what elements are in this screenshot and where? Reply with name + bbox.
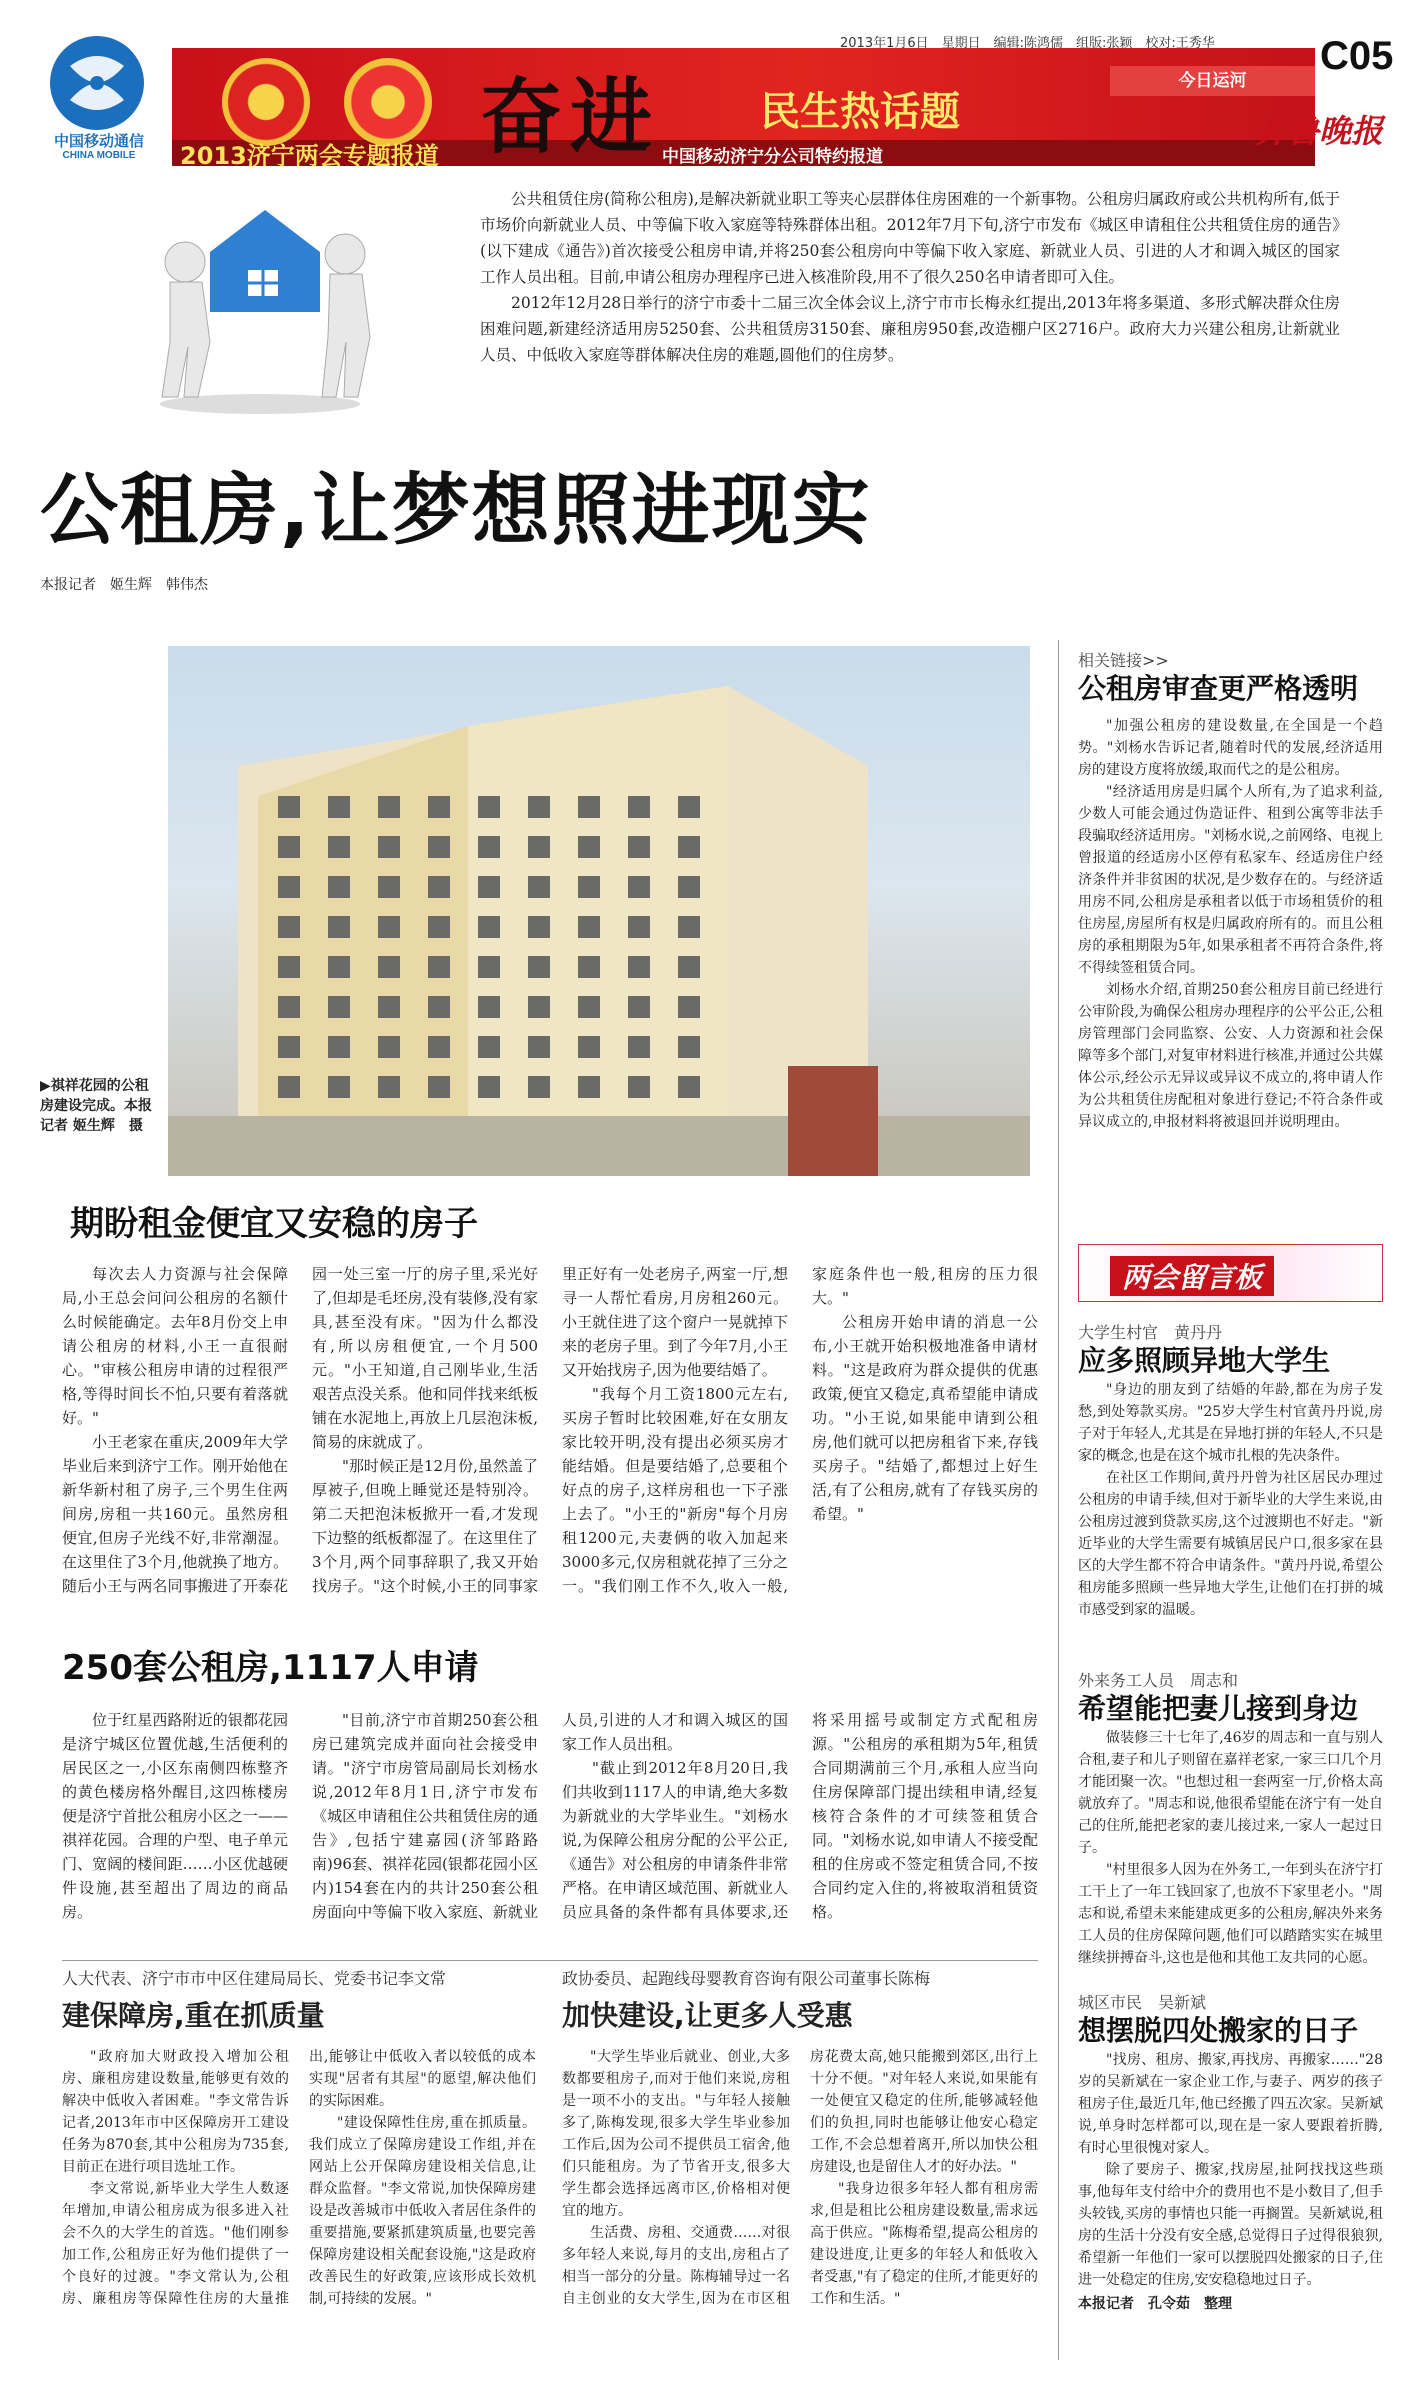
page-headline: 公租房,让梦想照进现实 [40, 466, 872, 556]
building-window [528, 836, 550, 858]
building-window [578, 796, 600, 818]
building-window [628, 1076, 650, 1098]
building-window [328, 876, 350, 898]
building-window [378, 836, 400, 858]
message-kicker: 城区市民 吴新斌 [1078, 1993, 1207, 2012]
paragraph: 小王老家在重庆,2009年大学毕业后来到济宁工作。刚开始他在新华新村租了房子,三个男生住两间房,房租一共160元。虽然房租便宜,但房子光线不好,非常潮湿。在这里住了3个月,他就换了地方。随后小王与两名同事搬进了开泰花园一处三室一厅的房子里,采光好了,但却是毛坯房,没有装修,没有家具,甚至没有床。"因为什么都没有,所以房租便宜,一个月500元。"小王知道,自己刚毕业,生活艰苦点没关系。他和同伴找来纸板铺在水泥地上,再放上几层泡沫板,简易的床就成了。 [62, 1265, 538, 1595]
building-window [428, 996, 450, 1018]
building-window [278, 876, 300, 898]
message-title: 希望能把妻儿接到身边 [1078, 1692, 1359, 1725]
message-1 [1078, 1320, 1383, 1621]
section4-body [562, 2046, 1038, 2356]
edition-meta: 2013年1月6日 星期日 编辑:陈鸿儒 组版:张颖 校对:王秀华 [840, 36, 1215, 51]
building-window [478, 1076, 500, 1098]
photo-caption: ▶祺祥花园的公租房建设完成。本报记者 姬生辉 摄 [40, 1078, 152, 1134]
building-window [628, 956, 650, 978]
message-kicker: 大学生村官 黄丹丹 [1078, 1323, 1223, 1342]
section3-body [62, 2046, 536, 2356]
column-divider [1058, 640, 1059, 2360]
paragraph: "大学生毕业后就业、创业,大多数都要租房子,而对于他们来说,房租是一项不小的支出。"与年轻人接触多了,陈梅发现,很多大学生毕业参加工作后,因为公司不提供员工宿舍,他们只能租房。为了节省开支,很多大学生都会选择远离市区,价格相对便宜的地方。 [562, 2049, 790, 2219]
page-code: C05 [1320, 34, 1394, 78]
section-title: 加快建设,让更多人受惠 [562, 1999, 853, 2032]
message-kicker: 外来务工人员 周志和 [1078, 1671, 1239, 1690]
building-window [278, 1076, 300, 1098]
sidebar-title: 公租房审查更严格透明 [1078, 672, 1359, 705]
paragraph: "政府加大财政投入增加公租房、廉租房建设数量,能够更有效的解决中低收入者困难。"李文常告诉记者,2013年市中区保障房开工建设任务为870套,其中公租房为735套,目前正在进行项目选址工作。 [62, 2049, 289, 2175]
paragraph: "截止到2012年8月20日,我们共收到1117人的申请,绝大多数为新就业的大学毕业生。"刘杨水说,为保障公租房分配的公平公正,《通告》对公租房的申请条件非常严格。在申请区域范围、新就业人员应具备的条件都有具体要求,还将采用摇号或制定方式配租房源。"公租房的承租期为5年,租赁合同期满前三个月,承租人应当向住房保障部门提出续租申请,经复核符合条件的才可续签租赁合同。"刘杨水说,如申请人不接受配租的住房或不签定租赁合同,不按合同约定入住的,将被取消租赁资格。 [562, 1711, 1038, 1921]
message-title: 想摆脱四处搬家的日子 [1078, 2014, 1359, 2047]
building-window [578, 956, 600, 978]
building-window [578, 836, 600, 858]
building-window [628, 876, 650, 898]
building-window [528, 796, 550, 818]
building-window [478, 956, 500, 978]
building-window [678, 996, 700, 1018]
building-window [678, 1076, 700, 1098]
paragraph: "建设保障性住房,重在抓质量。我们成立了保障房建设工作组,并在网站上公开保障房建设相关信息,让群众监督。"李文常说,加快保障房建设是改善城市中低收入者居住条件的重要措施,要紧抓建筑质量,也要完善保障房建设相关配套设施,"这是政府改善民生的好政策,应该形成长效机制,可持续的发展。" [309, 2115, 536, 2307]
building-window [328, 916, 350, 938]
sidebar [1078, 648, 1383, 1133]
building-window [578, 1076, 600, 1098]
banner-topic: 民生热话题 [760, 89, 960, 135]
building-window [578, 876, 600, 898]
building-window [328, 1036, 350, 1058]
section-kicker: 人大代表、济宁市市中区住建局局长、党委书记李文常 [62, 1969, 447, 1988]
section-title: 250套公租房,1117人申请 [62, 1648, 479, 1688]
building-window [378, 916, 400, 938]
building-window [478, 996, 500, 1018]
building-window [328, 996, 350, 1018]
national-emblem-icon [222, 58, 310, 146]
building-window [528, 1076, 550, 1098]
paragraph: 公租房开始申请的消息一公布,小王就开始积极地准备申请材料。"这是政府为群众提供的优惠政策,便宜又稳定,真希望能申请成功。"小王说,如果能申请到公租房,他们就可以把房租省下来,存钱买房子。"结婚了,都想过上好生活,有了公租房,就有了存钱买房的希望。" [812, 1313, 1038, 1523]
building-window [328, 1076, 350, 1098]
building-window [428, 876, 450, 898]
section-title: 建保障房,重在抓质量 [62, 1999, 325, 2032]
paragraph: 在社区工作期间,黄丹丹曾为社区居民办理过公租房的申请手续,但对于新毕业的大学生来说,由公租房过渡到贷款买房,这个过渡期也不好走。"新近毕业的大学生需要有城镇居民户口,很多家在县区的大学生都不符合申请条件。"黄丹丹说,希望公租房能多照顾一些异地大学生,让他们在打拼的城市感受到家的温暖。 [1078, 1470, 1383, 1618]
building-window [478, 836, 500, 858]
building-window [528, 876, 550, 898]
building-window [278, 836, 300, 858]
message-2 [1078, 1668, 1383, 1969]
building-window [278, 996, 300, 1018]
building-window [278, 796, 300, 818]
paragraph: 每次去人力资源与社会保障局,小王总会问问公租房的名额什么时候能确定。去年8月份交上申请公租房的材料,小王一直很耐心。"审核公租房申请的过程很严格,等得时间长不怕,只要有着落就好。" [62, 1265, 288, 1427]
paragraph: 李文常说,新毕业大学生人数逐年增加,申请公租房成为很多进入社会不久的大学生的首选。"他们刚参加工作,公租房正好为他们提供了一个良好的过渡。"李文常认为,公租房、廉租房等保障性住房的大量推出,能够让中低收入者以较低的成本实现"居者有其屋"的愿望,解决他们的实际困难。 [62, 2049, 536, 2307]
logo-text-en: CHINA MOBILE [62, 150, 136, 161]
paragraph: 位于红星西路附近的银都花园是济宁城区位置优越,生活便利的居民区之一,小区东南侧四栋整齐的黄色楼房格外醒目,这四栋楼房便是济宁首批公租房小区之一——祺祥花园。合理的户型、电子单元门、宽阔的楼间距……小区优越硬件设施,甚至超出了周边的商品房。 [62, 1711, 288, 1921]
building-window [528, 996, 550, 1018]
building-window [428, 796, 450, 818]
building-window [578, 916, 600, 938]
paragraph: "找房、租房、搬家,再找房、再搬家……"28岁的吴新斌在一家企业工作,与妻子、两岁的孩子租房子住,最近几年,他已经搬了四五次家。吴新斌说,单身时怎样都可以,现在是一家人要跟着折腾,有时心里很愧对家人。 [1078, 2052, 1383, 2156]
building-window [678, 916, 700, 938]
building-window [678, 1036, 700, 1058]
building-window [628, 996, 650, 1018]
building-window [378, 956, 400, 978]
newspaper-masthead: 齐鲁晚报 [1255, 112, 1384, 150]
section-title: 期盼租金便宜又安稳的房子 [70, 1204, 478, 1244]
paragraph: "身边的朋友到了结婚的年龄,都在为房子发愁,到处筹款买房。"25岁大学生村官黄丹丹说,房子对于年轻人,尤其是在异地打拼的年轻人,不只是家的概念,也是在这个城市扎根的先决条件。 [1078, 1382, 1383, 1464]
logo-text-cn: 中国移动通信 [53, 132, 144, 150]
building-window [328, 956, 350, 978]
building-window [428, 916, 450, 938]
sidebar-kicker: 相关链接>> [1078, 651, 1169, 670]
building-window [428, 836, 450, 858]
building-window [378, 876, 400, 898]
building-window [378, 796, 400, 818]
section-tag: 今日运河 [1110, 66, 1315, 96]
byline: 本报记者 姬生辉 韩伟杰 [40, 577, 208, 593]
intro-box [480, 186, 1340, 368]
building-window [378, 1076, 400, 1098]
building-window [628, 916, 650, 938]
paragraph: "经济适用房是归属个人所有,为了追求利益,少数人可能会通过伪造证件、租到公寓等非法手段骗取经济适用房。"刘杨水说,之前网络、电视上曾报道的经适房小区停有私家车、经适房住户经济条件并非贫困的状况,是少数存在的。与经济适用房不同,公租房是承租者以低于市场租赁价的租住房屋,房屋所有权是归属政府所有的。而且公租房的承租期限为5年,如果承租者不再符合条件,将不得续签租赁合同。 [1078, 784, 1383, 976]
section1-body [62, 1262, 1038, 1622]
paragraph: "目前,济宁市首期250套公租房已建筑完成并面向社会接受申请。"济宁市房管局副局长刘杨水说,2012年8月1日,济宁市发布《城区申请租住公共租赁住房的通告》,包括宁建嘉园(济邹路路南)96套、祺祥花园(银都花园小区内)154套在内的共计250套公租房面向中等偏下收入家庭、新就业人员,引进的人才和调入城区的国家工作人员出租。 [312, 1711, 788, 1921]
building-window [428, 1076, 450, 1098]
building-window [678, 956, 700, 978]
intro-paragraph: 公共租赁住房(简称公租房),是解决新就业职工等夹心层群体住房困难的一个新事物。公租房归属政府或公共机构所有,低于市场价向新就业人员、中等偏下收入家庭等特殊群体出租。2012年7月下旬,济宁市发布《城区申请租住公共租赁住房的通告》(以下建成《通告》)首次接受公租房申请,并将250套公租房向中等偏下收入家庭、新就业人员、引进的人才和调入城区的国家工作人员出租。目前,申请公租房办理程序已进入核准阶段,用不了很久250名申请者即可入住。 [480, 190, 1340, 286]
message-3 [1078, 1990, 1383, 2313]
building-window [328, 836, 350, 858]
paragraph: "我每个月工资1800元左右,买房子暂时比较困难,好在女朋友家比较开明,没有提出必须买房才能结婚。但是要结婚了,总要租个好点的房子,这样房租也一下子涨上去了。"小王的"新房"每个月房租1200元,夫妻俩的收入加起来3000多元,仅房租就花掉了三分之一。"我们刚工作不久,收入一般,家庭条件也一般,租房的压力很大。" [562, 1265, 1038, 1595]
building-window [528, 1036, 550, 1058]
message-board-label: 两会留言板 [1110, 1256, 1274, 1296]
paragraph: 刘杨水介绍,首期250套公租房目前已经进行公审阶段,为确保公租房办理程序的公平公正,公租房管理部门会同监察、公安、人力资源和社会保障等多个部门,对复审材料进行核准,并通过公共媒体公示,经公示无异议或异议不成立的,将申请人作为公共租赁住房配租对象进行登记;不符合条件或异议成立的,申报材料将被退回并说明理由。 [1078, 982, 1383, 1130]
building-window [578, 1036, 600, 1058]
building-window [628, 1036, 650, 1058]
building-window [328, 796, 350, 818]
building-window [278, 956, 300, 978]
banner-sponsor: 中国移动济宁分公司特约报道 [662, 147, 883, 167]
building-window [578, 996, 600, 1018]
section-kicker: 政协委员、起跑线母婴教育咨询有限公司董事长陈梅 [562, 1969, 931, 1988]
paragraph: "加强公租房的建设数量,在全国是一个趋势。"刘杨水告诉记者,随着时代的发展,经济适用房的建设方度将放缓,取而代之的是公租房。 [1078, 718, 1383, 778]
building-window [628, 796, 650, 818]
building-window [428, 1036, 450, 1058]
building-window [528, 916, 550, 938]
building-window [378, 1036, 400, 1058]
building-window [478, 876, 500, 898]
cppcc-emblem-icon [344, 58, 432, 146]
building-window [478, 916, 500, 938]
building-window [478, 796, 500, 818]
banner-subtitle: 2013济宁两会专题报道 [180, 142, 439, 170]
paragraph: "村里很多人因为在外务工,一年到头在济宁打工干上了一年工钱回家了,也放不下家里老小。"周志和说,希望未来能建成更多的公租房,解决外来务工人员的住房保障问题,他们可以踏踏实实在城里继续拼搏奋斗,这也是他和其他工友共同的心愿。 [1078, 1862, 1383, 1966]
building-window [278, 916, 300, 938]
building-window [628, 836, 650, 858]
paragraph: 做装修三十七年了,46岁的周志和一直与别人合租,妻子和儿子则留在嘉祥老家,一家三口几个月才能团聚一次。"也想过租一套两室一厅,价格太高就放弃了。"周志和说,他很希望能在济宁有一处自己的住所,能把老家的妻儿接过来,一家人一起过日子。 [1078, 1730, 1383, 1856]
paragraph: 生活费、房租、交通费……对很多年轻人来说,每月的支出,房租占了相当一部分的分量。陈梅辅导过一名自主创业的女大学生,因为在市区租房花费太高,她只能搬到郊区,出行上十分不便。"对年轻人来说,如果能有一处便宜又稳定的住所,能够减轻他们的负担,同时也能够让他安心稳定工作,不会总想着离开,所以加快公租房建设,也是留住人才的好办法。" [562, 2049, 1038, 2307]
house-illustration [140, 192, 380, 417]
intro-paragraph: 2012年12月28日举行的济宁市委十二届三次全体会议上,济宁市市长梅永红提出,2013年将多渠道、多形式解决群众住房困难问题,新建经济适用房5250套、公共租赁房3150套、廉租房950套,改造棚户区2716户。政府大力兴建公租房,让新就业人员、中低收入家庭等群体解决住房的难题,圆他们的住房梦。 [480, 294, 1340, 364]
section2-body [62, 1708, 1038, 1958]
china-mobile-logo [50, 36, 144, 130]
message-title: 应多照顾异地大学生 [1078, 1344, 1331, 1377]
paragraph: "我身边很多年轻人都有租房需求,但是租比公租房建设数量,需求远高于供应。"陈梅希望,提高公租房的建设进度,让更多的年轻人和低收入者受惠,"有了稳定的住所,才能更好的工作和生活。" [810, 2181, 1038, 2307]
building-window [378, 996, 400, 1018]
paragraph: 除了要房子、搬家,找房屋,扯阿找找这些琐事,他每年支付给中介的费用也不是小数目了,但手头较钱,买房的事情也只能一再搁置。吴新斌说,租房的生活十分没有安全感,总觉得日子过得很狼狈,希望新一年他们一家可以摆脱四处搬家的日子,住进一处稳定的住房,安安稳稳地过日子。 [1078, 2162, 1383, 2288]
apartment-building-photo [168, 646, 1030, 1176]
building-window [278, 1036, 300, 1058]
building-window [478, 1036, 500, 1058]
building-window [428, 956, 450, 978]
sidebar-credit: 本报记者 孔令茹 整理 [1078, 2296, 1232, 2312]
building-window [678, 876, 700, 898]
building-window [528, 956, 550, 978]
building-window [678, 836, 700, 858]
paragraph: "那时候正是12月份,虽然盖了厚被子,但晚上睡觉还是特别冷。第二天把泡沫板掀开一看,才发现下边整的纸板都湿了。在这里住了3个月,两个同事辞职了,我又开始找房子。"这个时候,小王的同事家里正好有一处老房子,两室一厅,想寻一人帮忙看房,月房租260元。小王就住进了这个窗户一晃就掉下来的老房子里。到了今年7月,小王又开始找房子,因为他要结婚了。 [312, 1265, 788, 1595]
building-window [678, 796, 700, 818]
banner-calligraphy: 奋进 [480, 69, 661, 165]
divider [62, 1960, 1038, 1961]
